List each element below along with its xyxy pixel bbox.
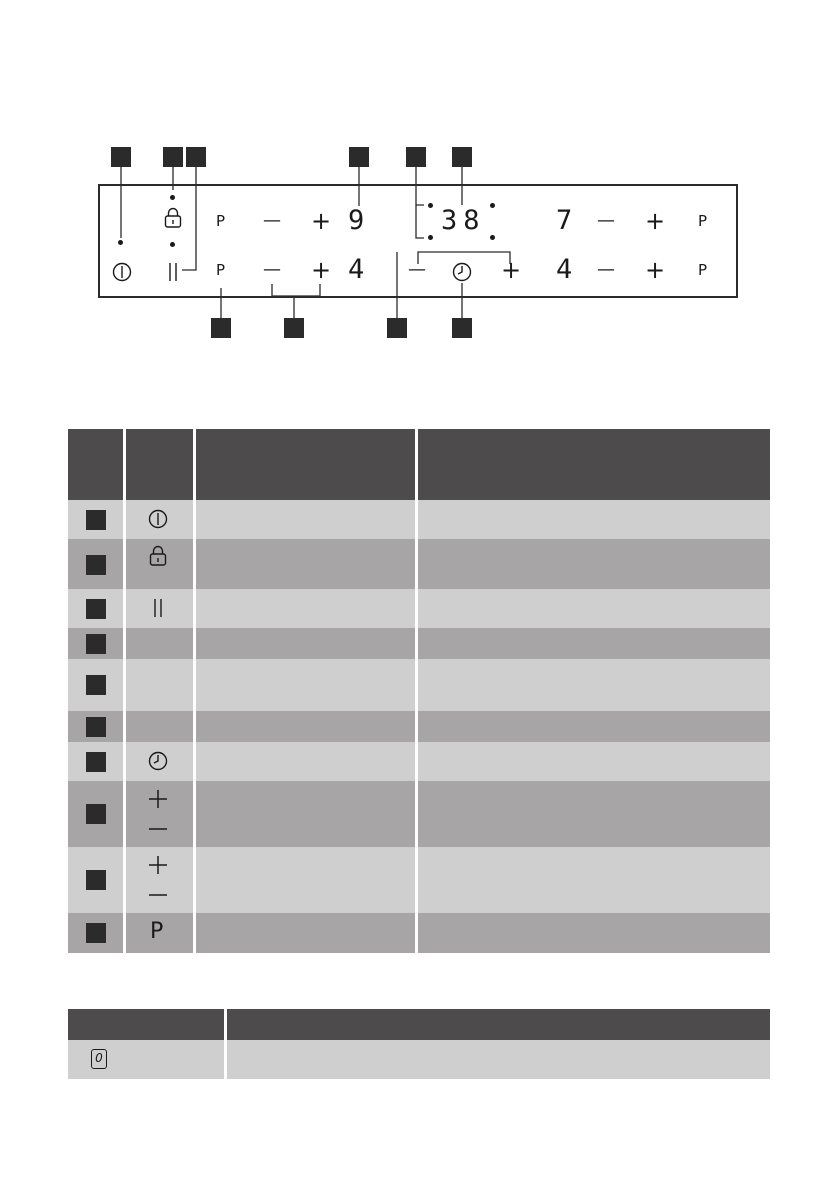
right-top-p-button[interactable]: P — [698, 212, 708, 230]
plus-minus-icon — [146, 788, 170, 840]
pause-icon — [150, 598, 166, 618]
row-marker — [86, 870, 106, 890]
table-row — [68, 1040, 770, 1079]
lock-indicator-dot — [170, 195, 175, 200]
left-top-p-button[interactable]: P — [216, 212, 226, 230]
power-icon[interactable] — [111, 261, 133, 283]
table-header-cell — [68, 429, 123, 500]
timer-indicator-dot — [428, 203, 433, 208]
right-bottom-level-display: 4 — [556, 254, 577, 285]
plus-minus-icon — [146, 854, 170, 906]
row-marker — [86, 555, 106, 575]
right-bottom-plus-button[interactable]: + — [645, 256, 666, 284]
row-marker — [86, 923, 106, 943]
left-bottom-minus-button[interactable]: — — [263, 259, 281, 280]
table-header-cell — [227, 1009, 770, 1040]
row-marker — [86, 510, 106, 530]
table-row — [68, 539, 770, 589]
row-marker — [86, 599, 106, 619]
timer-indicator-dot — [490, 235, 495, 240]
right-top-level-display: 7 — [556, 205, 577, 236]
segment-display-symbol — [91, 1049, 107, 1069]
control-panel — [98, 184, 738, 298]
table-row — [68, 500, 770, 539]
timer-minus-button[interactable]: — — [408, 259, 426, 280]
table-row — [68, 659, 770, 711]
left-bottom-level-display: 4 — [348, 254, 369, 285]
clock-icon[interactable] — [451, 261, 473, 283]
timer-indicator-dot — [428, 235, 433, 240]
right-top-minus-button[interactable]: — — [597, 210, 615, 231]
row-marker — [86, 804, 106, 824]
column-divider — [193, 429, 196, 953]
pause-indicator-dot — [170, 242, 175, 247]
table-row — [68, 628, 770, 659]
column-divider — [123, 429, 126, 953]
right-top-plus-button[interactable]: + — [645, 207, 666, 235]
table-header-cell — [68, 1009, 224, 1040]
display-table — [68, 1009, 770, 1079]
power-indicator-dot — [118, 240, 123, 245]
table-header-cell — [418, 429, 770, 500]
column-divider — [224, 1009, 227, 1079]
left-bottom-plus-button[interactable]: + — [311, 256, 332, 284]
right-bottom-minus-button[interactable]: — — [597, 259, 615, 280]
column-divider — [415, 429, 418, 953]
row-marker — [86, 717, 106, 737]
right-bottom-p-button[interactable]: P — [698, 261, 708, 279]
row-marker — [86, 752, 106, 772]
power-icon — [147, 508, 169, 530]
row-marker — [86, 675, 106, 695]
segment-display-digit: 0 — [95, 1051, 103, 1065]
left-top-plus-button[interactable]: + — [311, 207, 332, 235]
pause-icon[interactable] — [165, 261, 181, 283]
row-marker — [86, 634, 106, 654]
table-row — [68, 781, 770, 847]
table-row — [68, 847, 770, 913]
left-top-level-display: 9 — [348, 205, 369, 236]
left-bottom-p-button[interactable]: P — [216, 261, 226, 279]
timer-indicator-dot — [490, 203, 495, 208]
left-top-minus-button[interactable]: — — [263, 210, 281, 231]
table-row — [68, 742, 770, 781]
p-symbol: P — [150, 919, 164, 944]
main-table — [68, 429, 770, 953]
table-row — [68, 711, 770, 742]
table-row — [68, 589, 770, 628]
table-row — [68, 913, 770, 953]
timer-plus-button[interactable]: + — [501, 256, 522, 284]
timer-display: 38 — [441, 205, 486, 236]
table-header-cell — [196, 429, 415, 500]
lock-icon[interactable] — [163, 206, 183, 230]
table-header-cell — [126, 429, 193, 500]
clock-icon — [147, 750, 169, 772]
lock-icon — [148, 544, 168, 568]
